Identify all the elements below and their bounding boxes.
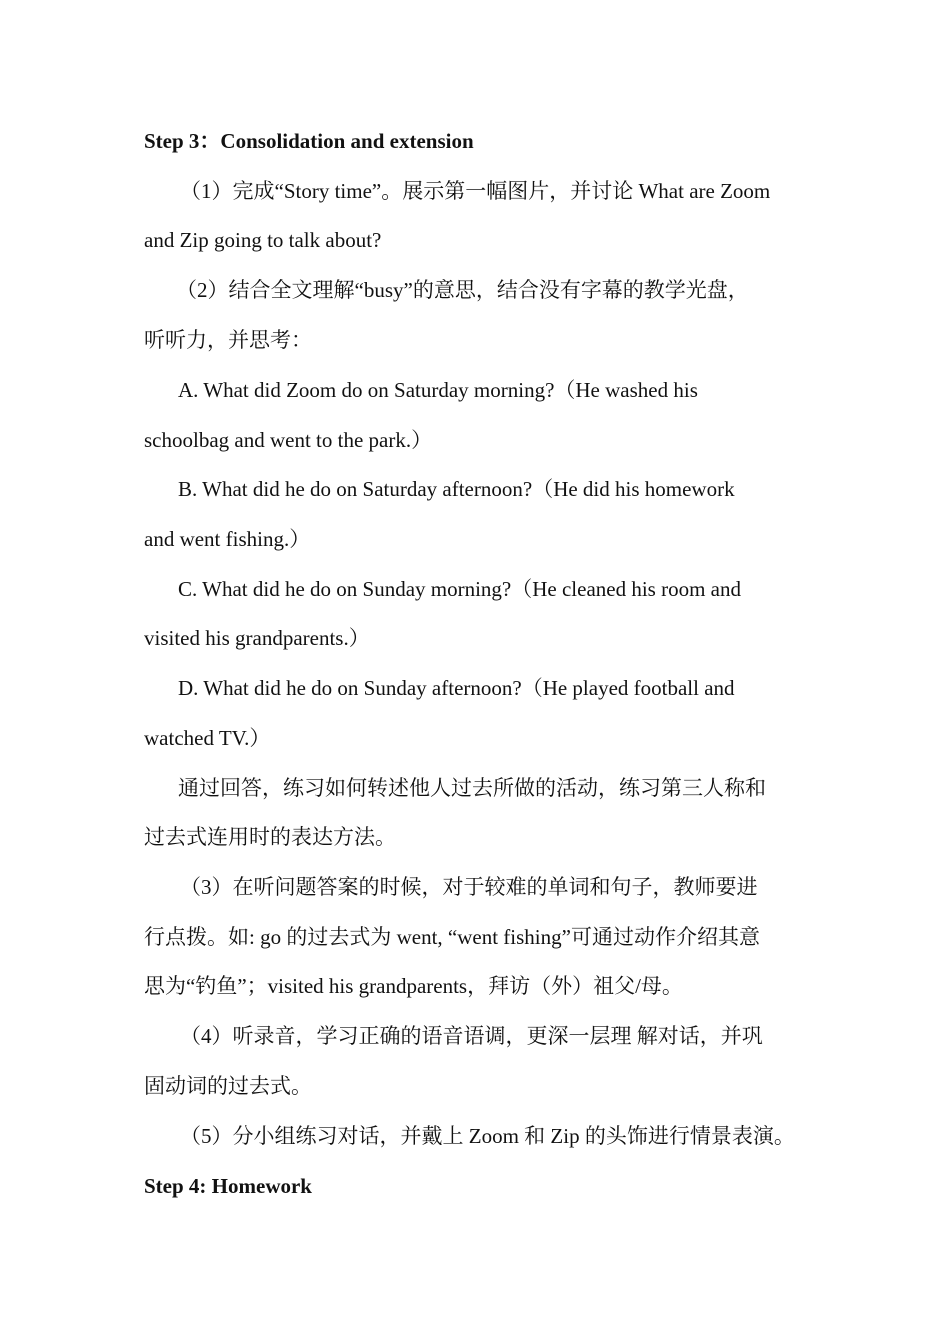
question-a-line1: A. What did Zoom do on Saturday morning?（He washed his (178, 378, 698, 402)
question-c-line1: C. What did he do on Sunday morning?（He cleaned his room and (178, 577, 742, 601)
item4-line1: （4）听录音，学习正确的语音语调，更深一层理 解对话，并巩 (180, 1024, 763, 1048)
item1-line2: and Zip going to talk about? (144, 228, 382, 252)
paragraph-line2: 过去式连用时的表达方法。 (144, 825, 396, 849)
item2-line2: 听听力，并思考： (144, 328, 312, 352)
item5-line1: （5）分小组练习对话，并戴上 Zoom 和 Zip 的头饰进行情景表演。 (180, 1124, 795, 1148)
question-b-line1: B. What did he do on Saturday afternoon?（He did his homework (178, 477, 735, 501)
question-c-line2: visited his grandparents.） (144, 626, 370, 650)
item3-line3: 思为“钓鱼”；visited his grandparents，拜访（外）祖父/母。 (144, 974, 683, 998)
question-b-line2: and went fishing.） (144, 527, 311, 551)
item3-line2: 行点拨。如: go 的过去式为 went, “went fishing”可通过动作介绍其意 (144, 925, 760, 949)
question-d-line2: watched TV.） (144, 726, 271, 750)
item4-line2: 固动词的过去式。 (144, 1074, 312, 1098)
item1-line1: （1）完成“Story time”。展示第一幅图片，并讨论 What are Zoom (180, 179, 771, 203)
question-d-line1: D. What did he do on Sunday afternoon?（He played football and (178, 676, 735, 700)
paragraph-line1: 通过回答，练习如何转述他人过去所做的活动，练习第三人称和 (178, 776, 766, 800)
step4-heading: Step 4: Homework (144, 1174, 312, 1198)
step3-heading: Step 3：Consolidation and extension (144, 129, 474, 153)
question-a-line2: schoolbag and went to the park.） (144, 428, 433, 452)
item3-line1: （3）在听问题答案的时候，对于较难的单词和句子，教师要进 (180, 875, 758, 899)
item2-line1: （2）结合全文理解“busy”的意思，结合没有字幕的教学光盘， (176, 278, 749, 302)
